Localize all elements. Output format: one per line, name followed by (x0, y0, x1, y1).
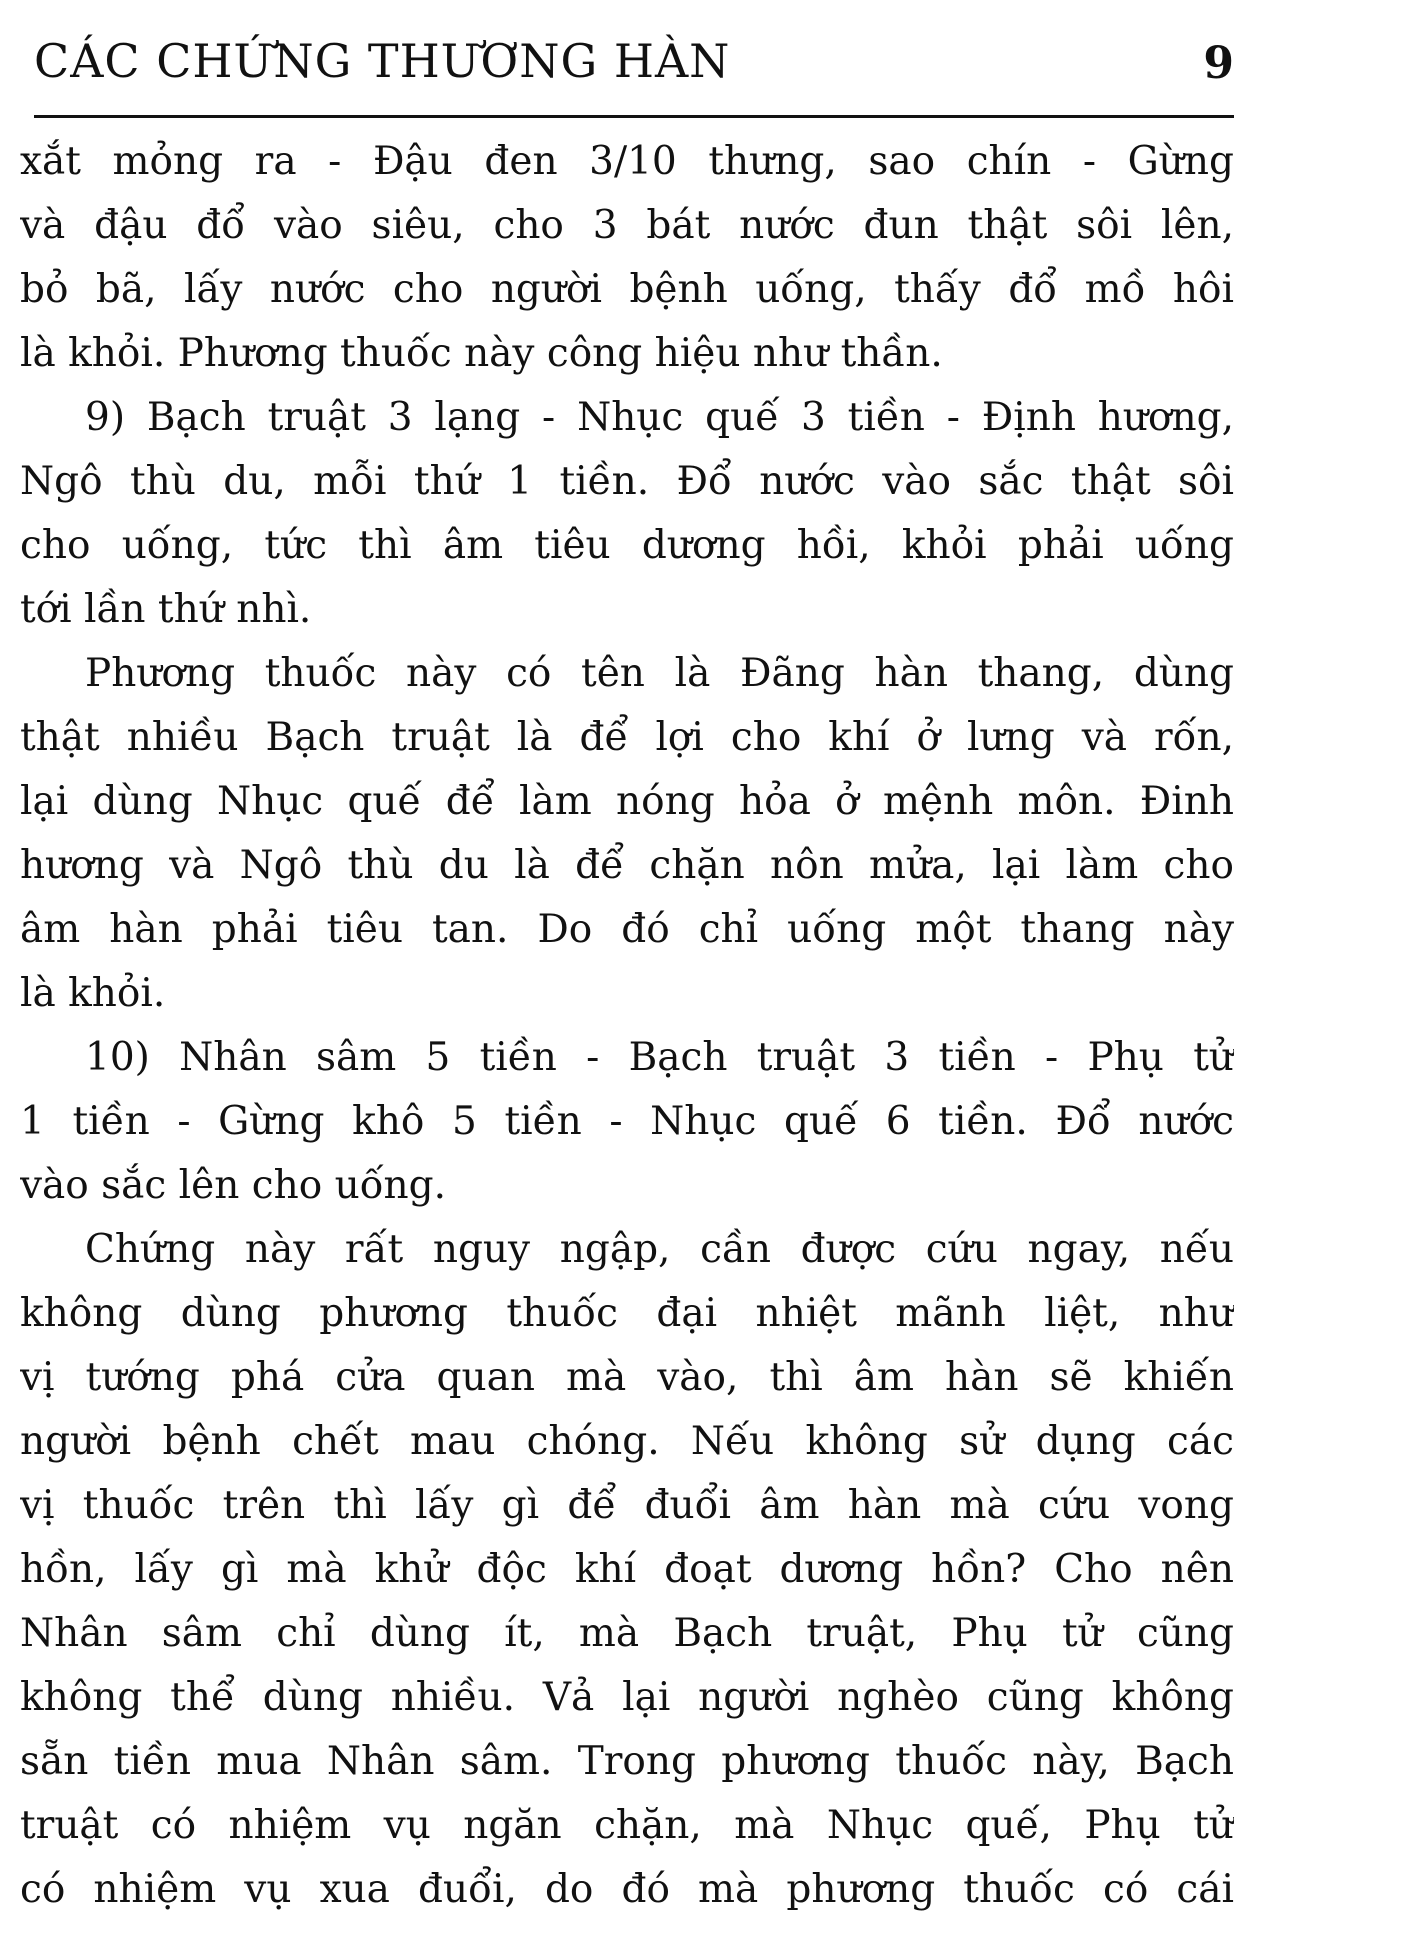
text-line: 9) Bạch truật 3 lạng - Nhục quế 3 tiền - Định hương, (85, 395, 1234, 440)
text-line: tới lần thứ nhì. (20, 587, 312, 632)
text-line: vị tướng phá cửa quan mà vào, thì âm hàn sẽ khiến (20, 1355, 1234, 1400)
text-line: cho uống, tức thì âm tiêu dương hồi, khỏi phải uống (20, 523, 1234, 568)
header-rule (34, 115, 1234, 118)
text-line: âm hàn phải tiêu tan. Do đó chỉ uống một thang này (20, 907, 1234, 952)
text-line: người bệnh chết mau chóng. Nếu không sử dụng các (20, 1419, 1234, 1464)
text-line: sẵn tiền mua Nhân sâm. Trong phương thuốc này, Bạch (20, 1739, 1234, 1784)
text-line: không thể dùng nhiều. Vả lại người nghèo cũng không (20, 1675, 1234, 1720)
text-line: 10) Nhân sâm 5 tiền - Bạch truật 3 tiền - Phụ tử (85, 1035, 1234, 1080)
text-line: không dùng phương thuốc đại nhiệt mãnh liệt, như (20, 1291, 1234, 1336)
text-line: 1 tiền - Gừng khô 5 tiền - Nhục quế 6 tiền. Đổ nước (20, 1099, 1234, 1144)
text-line: Nhân sâm chỉ dùng ít, mà Bạch truật, Phụ tử cũng (20, 1611, 1234, 1656)
text-line: hương và Ngô thù du là để chặn nôn mửa, lại làm cho (20, 843, 1234, 888)
text-line: vào sắc lên cho uống. (20, 1163, 447, 1208)
text-line: hồn, lấy gì mà khử độc khí đoạt dương hồn? Cho nên (20, 1547, 1234, 1592)
text-line: có nhiệm vụ xua đuổi, do đó mà phương thuốc có cái (20, 1867, 1234, 1912)
text-line: Chứng này rất nguy ngập, cần được cứu ngay, nếu (85, 1227, 1234, 1272)
page-header (34, 28, 1234, 98)
page-number: 9 (1203, 38, 1234, 89)
text-line: là khỏi. Phương thuốc này công hiệu như thần. (20, 331, 943, 376)
text-line: truật có nhiệm vụ ngăn chặn, mà Nhục quế, Phụ tử (20, 1803, 1234, 1848)
text-line: thật nhiều Bạch truật là để lợi cho khí ở lưng và rốn, (20, 715, 1234, 760)
text-line: lại dùng Nhục quế để làm nóng hỏa ở mệnh môn. Đinh (20, 779, 1234, 824)
text-line: và đậu đổ vào siêu, cho 3 bát nước đun thật sôi lên, (20, 203, 1234, 248)
text-line: Phương thuốc này có tên là Đãng hàn thang, dùng (85, 651, 1234, 696)
text-line: vị thuốc trên thì lấy gì để đuổi âm hàn mà cứu vong (20, 1483, 1234, 1528)
text-line: bỏ bã, lấy nước cho người bệnh uống, thấy đổ mồ hôi (20, 267, 1234, 312)
text-line: là khỏi. (20, 971, 166, 1016)
running-head: CÁC CHỨNG THƯƠNG HÀN (34, 34, 731, 88)
text-line: Ngô thù du, mỗi thứ 1 tiền. Đổ nước vào sắc thật sôi (20, 459, 1234, 504)
body-text (20, 130, 1234, 1922)
text-line: xắt mỏng ra - Đậu đen 3/10 thưng, sao chín - Gừng (20, 139, 1234, 184)
